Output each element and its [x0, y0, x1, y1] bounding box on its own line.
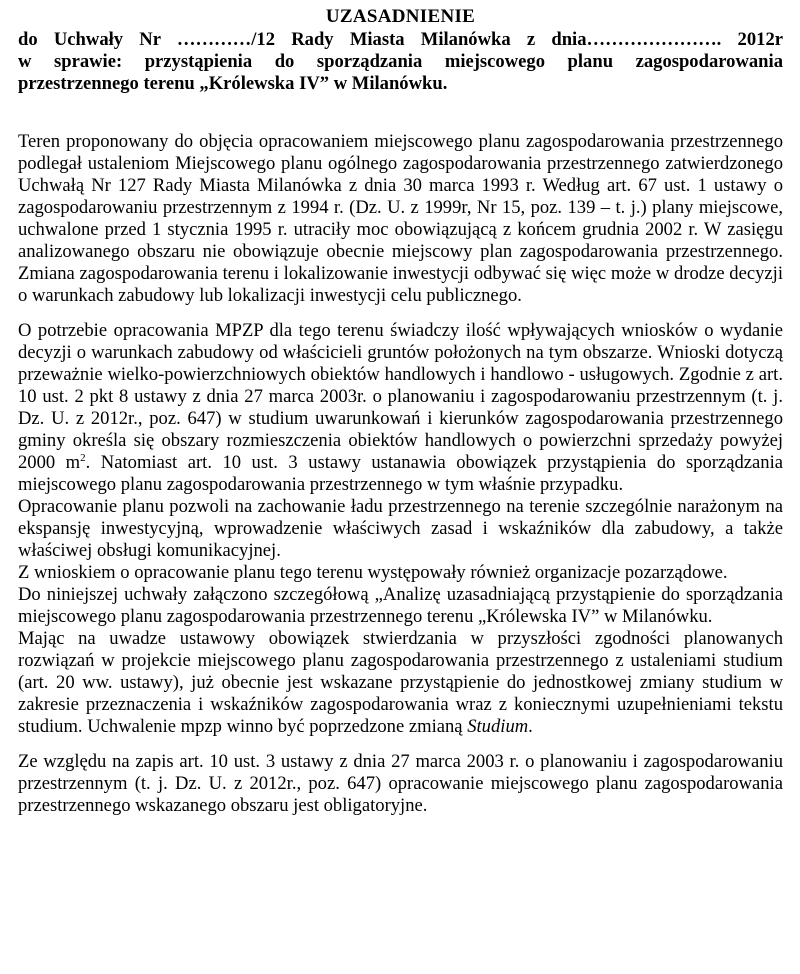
paragraph-3: Opracowanie planu pozwoli na zachowanie ładu przestrzennego na terenie szczególnie narażonym na ekspansję inwestycyjną, wprowadzenie właściwych zasad i wskaźników dla zabudowy, a także właściwej obsługi komunikacyjnej.: [18, 496, 783, 561]
document-title: UZASADNIENIE: [325, 6, 476, 27]
square-meter-superscript: 2: [80, 452, 86, 464]
document-body: [18, 131, 783, 817]
heading-line-3: przestrzennego terenu „Królewska IV” w Milanówku.: [18, 73, 448, 94]
paragraph-2-text-b: . Natomiast art. 10 ust. 3 ustawy ustanawia obowiązek przystąpienia do sporządzania miejscowego planu zagospodarowania przestrzennego w tym właśnie przypadku.: [18, 452, 783, 495]
heading-line-1: do Uchwały Nr …………/12 Rady Miasta Milanówka z dnia…………………. 2012r: [18, 29, 783, 50]
paragraph-1: Teren proponowany do objęcia opracowaniem miejscowego planu zagospodarowania przestrzennego podlegał ustaleniom Miejscowego planu ogólnego zagospodarowania przestrzennego zatwierdzonego Uchwałą Nr 127 Rady Miasta Milanówka z dnia 30 marca 1993 r. Według art. 67 ust. 1 ustawy o zagospodarowaniu przestrzennym z 1994 r. (Dz. U. z 1999r, Nr 15, poz. 139 – t. j.) plany miejscowe, uchwalone przed 1 stycznia 1995 r. utraciły moc obowiązującą z końcem grudnia 2002 r. W zasięgu analizowanego obszaru nie obowiązuje obecnie miejscowy plan zagospodarowania przestrzennego. Zmiana zagospodarowania terenu i lokalizowanie inwestycji odbywać się więc może w drodze decyzji o warunkach zabudowy lub lokalizacji inwestycji celu publicznego.: [18, 131, 783, 306]
paragraph-2-text-a: O potrzebie opracowania MPZP dla tego terenu świadczy ilość wpływających wniosków o wydanie decyzji o warunkach zabudowy od właścicieli gruntów położonych na tym obszarze. Wnioski dotyczą przeważnie wielko-powierzchniowych obiektów handlowych i handlowo - usługowych. Zgodnie z art. 10 ust. 2 pkt 8 ustawy z dnia 27 marca 2003r. o planowaniu i zagospodarowaniu przestrzennym (t. j. Dz. U. z 2012r., poz. 647) w studium uwarunkowań i kierunków zagospodarowania przestrzennego gminy określa się obszary rozmieszczenia obiektów handlowych o powierzchni sprzedaży powyżej 2000 m: [18, 320, 783, 473]
paragraph-6-text-a: Mając na uwadze ustawowy obowiązek stwierdzania w przyszłości zgodności planowanych rozwiązań w projekcie miejscowego planu zagospodarowania przestrzennego z ustaleniami studium (art. 20 ww. ustawy), już obecnie jest wskazane przystąpienie do jednostkowej zmiany studium w zakresie przeznaczenia i wskaźników zagospodarowania wraz z koniecznymi uzupełnieniami tekstu studium. Uchwalenie mpzp winno być poprzedzone zmianą: [18, 628, 783, 737]
paragraph-7: Ze względu na zapis art. 10 ust. 3 ustawy z dnia 27 marca 2003 r. o planowaniu i zagospodarowaniu przestrzennym (t. j. Dz. U. z 2012r., poz. 647) opracowanie miejscowego planu zagospodarowania przestrzennego wskazanego obszaru jest obligatoryjne.: [18, 751, 783, 816]
document-page: [18, 0, 783, 817]
heading-line-2: w sprawie: przystąpienia do sporządzania miejscowego planu zagospodarowania: [18, 51, 783, 72]
paragraph-6: [18, 628, 783, 738]
paragraph-5: Do niniejszej uchwały załączono szczegółową „Analizę uzasadniającą przystąpienie do sporządzania miejscowego planu zagospodarowania przestrzennego terenu „Królewska IV” w Milanówku.: [18, 584, 783, 627]
studium-italic: Studium: [467, 716, 529, 737]
paragraph-4: Z wnioskiem o opracowanie planu tego terenu występowały również organizacje pozarządowe.: [18, 562, 728, 583]
paragraph-2: [18, 320, 783, 496]
resolution-heading: [18, 29, 783, 95]
paragraph-6-text-b: .: [528, 716, 533, 737]
